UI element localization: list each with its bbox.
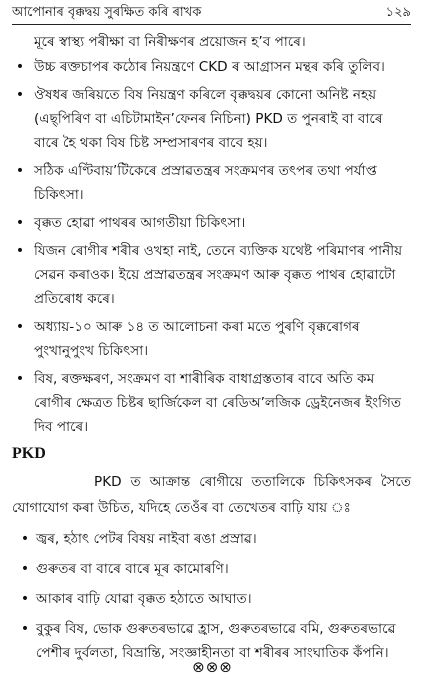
header-title: আপোনাৰ বৃক্কদ্বয় সুৰক্ষিত কৰি ৰাখক <box>12 5 202 20</box>
bullet-list <box>12 55 411 439</box>
list-item <box>12 557 411 581</box>
bullet-icon: • <box>15 59 25 75</box>
bullet-icon: • <box>20 561 30 577</box>
list-item-text: উচ্চ ৰক্তচাপৰ কঠোৰ নিয়ন্ত্ৰণে CKD ৰ আগ্ৰাসন মন্থৰ কৰি তুলিব। <box>34 59 385 75</box>
list-item <box>12 83 411 155</box>
bullet-icon: • <box>20 531 30 547</box>
list-item-text: বুকুৰ বিষ, ভোক গুৰুতৰভাৱে হ্ৰাস, গুৰুতৰভাৱে বমি, গুৰুতৰভাৱে পেশীৰ দুৰ্বলতা, বিভ্ৰান্তি, সংজ্ঞাহীনতা বা শৰীৰৰ সাংঘাতিক কঁপনি। <box>36 621 396 661</box>
list-item-text: জ্বৰ, হঠাৎ পেটৰ বিষয় নাইবা ৰঙা প্ৰস্ৰাৱ। <box>36 531 257 547</box>
page-content <box>12 30 411 671</box>
list-item-text: সঠিক এণ্টিবায়’টিকেৰে প্ৰস্ৰাৱতন্ত্ৰৰ সংক্ৰমণৰ তৎপৰ তথা পৰ্যাপ্ত চিকিৎসা। <box>34 163 377 203</box>
bullet-icon: • <box>15 163 25 179</box>
section-bullet-list <box>12 527 411 665</box>
page-number: ১২৯ <box>385 5 411 20</box>
bullet-icon: • <box>15 87 25 103</box>
section-heading: PKD <box>12 445 46 462</box>
end-ornament: ⊗⊗⊗ <box>192 658 233 676</box>
list-item <box>12 315 411 363</box>
list-item-text: বৃক্কত হোৱা পাথৰৰ আগতীয়া চিকিৎসা। <box>34 215 246 231</box>
list-item-text: ঔষধৰ জৰিয়তে বিষ নিয়ন্ত্ৰণ কৰিলে বৃক্কদ্বয়ৰ কোনো অনিষ্ট নহয় (এছ্‌পিৰিণ বা এচিটামাইন’ফেনৰ নিচিনা) PKD ত পুনৰাই বা বাৰে বাৰে হৈ থকা বিষ চিষ্ট সম্প্ৰসাৰণৰ বাবে হয়। <box>34 87 383 151</box>
list-item <box>12 211 411 235</box>
list-item <box>12 587 411 611</box>
list-item-text: গুৰুতৰ বা বাৰে বাৰে মূৰ কামোৰণি। <box>36 561 229 577</box>
bullet-icon: • <box>15 371 25 387</box>
list-item-text: আকাৰ বাঢ়ি যোৱা বৃক্কত হঠাতে আঘাত। <box>36 591 252 607</box>
list-item <box>12 55 411 79</box>
section-paragraph: PKD ত আক্ৰান্ত ৰোগীয়ে ততালিকে চিকিৎসকৰ সৈতে যোগাযোগ কৰা উচিত, যদিহে তেওঁৰ বা তেখেতৰ বাঢ়ি যায় ঃ <box>12 474 411 516</box>
bullet-icon: • <box>15 215 25 231</box>
list-item <box>12 159 411 207</box>
continuation-text: মূৰে স্বাস্থ্য পৰীক্ষা বা নিৰীক্ষণৰ প্ৰয়োজন হ’ব পাৰে। <box>34 34 306 50</box>
bullet-icon: • <box>15 319 25 335</box>
list-item-text: অধ্যায়-১০ আৰু ১৪ ত আলোচনা কৰা মতে পুৰণি বৃক্কৰোগৰ পুংখানুপুংখ চিকিৎসা। <box>34 319 360 359</box>
list-item <box>12 239 411 311</box>
list-item <box>12 367 411 439</box>
bullet-icon: • <box>20 621 30 637</box>
list-item-text: বিষ, ৰক্তক্ষৰণ, সংক্ৰমণ বা শাৰীৰিক বাধাগ্ৰস্ততাৰ বাবে অতি কম ৰোগীৰ ক্ষেত্ৰত চিষ্টৰ ছাৰ্জিকেল বা ৰেডিঅ’লজিক ড্ৰেইনেজৰ ইংগিত দিব পাৰে। <box>34 371 402 435</box>
bullet-icon: • <box>15 243 25 259</box>
running-header <box>12 4 411 25</box>
list-item-text: যিজন ৰোগীৰ শৰীৰ ওখহা নাই, তেনে ব্যক্তিক যথেষ্ট পৰিমাণৰ পানীয় সেৱন কৰাওক। ইয়ে প্ৰস্ৰাৱতন্ত্ৰৰ সংক্ৰমণ আৰু বৃক্কত পাথৰ হোৱাটো প্ৰতিৰোধ কৰে। <box>34 243 403 307</box>
bullet-icon: • <box>20 591 30 607</box>
list-item <box>12 527 411 551</box>
